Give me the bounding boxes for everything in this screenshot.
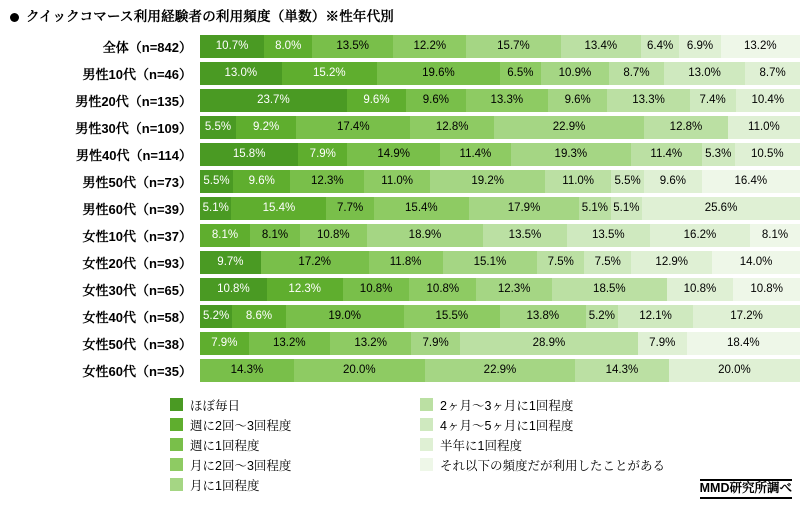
chart-row [10,304,800,329]
bar-segment [631,143,702,166]
segment-value: 12.3% [311,174,344,187]
segment-value: 9.6% [564,93,591,106]
bar-segment [294,359,425,382]
segment-value: 15.2% [312,66,346,79]
source-note: MMD研究所調べ [700,479,792,499]
bar-segment [611,197,642,220]
bar-segment [312,35,393,58]
stacked-bar-chart [0,34,800,383]
segment-value: 11.4% [650,147,683,160]
segment-value: 7.9% [309,147,336,160]
segment-value: 22.9% [552,120,586,133]
segment-value: 8.1% [211,228,239,241]
legend-item [420,435,670,455]
bar-segment [644,170,702,193]
legend-label: 半年に1回程度 [440,438,522,453]
bar-segment [282,62,377,85]
legend-label: 週に1回程度 [190,438,260,453]
chart-row [10,88,800,113]
bar-segment [609,62,664,85]
segment-value: 11.0% [562,174,595,187]
bar-segment [548,89,607,112]
bar-segment [644,116,728,139]
bar-segment [541,62,609,85]
segment-value: 16.4% [734,174,768,187]
bar-segment [642,197,800,220]
segment-value: 16.2% [683,228,717,241]
bar-segment [430,170,545,193]
segment-value: 7.4% [699,93,726,106]
bar-segment [586,305,618,328]
segment-value: 13.3% [490,93,524,106]
segment-value: 18.4% [726,336,760,349]
segment-value: 12.9% [655,255,689,268]
bar-segment [638,332,687,355]
bar-segment [733,278,800,301]
row-label: 女性50代（n=38） [82,336,192,352]
bar-segment [712,251,800,274]
segment-value: 9.7% [217,255,244,268]
segment-value: 8.6% [245,309,273,322]
bar-segment [409,278,476,301]
segment-value: 11.4% [459,147,492,160]
segment-value: 5.5% [204,120,232,133]
segment-value: 10.8% [359,282,393,295]
legend-label: 月に2回～3回程度 [190,458,292,473]
legend-swatch [420,418,433,431]
bar-segment [745,62,800,85]
bar-segment [347,143,440,166]
segment-value: 5.3% [705,147,732,160]
segment-value: 13.5% [336,39,369,52]
segment-value: 17.4% [336,120,370,133]
bar-segment [690,89,736,112]
title-text: クイックコマース利用経験者の利用頻度（単数）※性年代別 [26,9,395,24]
segment-value: 13.8% [526,309,560,322]
segment-value: 7.5% [594,255,621,268]
segment-value: 12.8% [669,120,703,133]
bar-segment [669,359,800,382]
bar-track [200,305,800,328]
bar-segment [200,170,233,193]
segment-value: 15.7% [497,39,530,52]
segment-value: 11.0% [748,120,780,133]
bar-segment [500,305,586,328]
bar-segment [750,224,800,247]
segment-value: 9.6% [363,93,390,106]
row-label: 男性40代（n=114） [76,147,192,163]
bar-segment [702,170,800,193]
chart-row [10,358,800,383]
segment-value: 19.2% [471,174,504,187]
bar-segment [369,251,443,274]
bar-segment [500,62,541,85]
segment-value: 19.3% [554,147,588,160]
bar-segment [296,116,410,139]
bar-segment [579,197,610,220]
legend-label: ほぼ毎日 [190,398,241,413]
bar-segment [249,332,330,355]
bar-segment [200,89,347,112]
bar-segment [236,116,296,139]
bar-segment [494,116,644,139]
bar-segment [631,251,712,274]
legend-item [420,455,670,475]
bar-segment [664,62,746,85]
bar-segment [290,170,364,193]
bar-segment [611,170,644,193]
bar-segment [200,116,236,139]
segment-value: 8.7% [759,66,786,79]
chart-row [10,34,800,59]
bar-segment [330,332,411,355]
legend-swatch [170,398,183,411]
segment-value: 13.4% [584,39,618,52]
bar-track [200,359,800,382]
bar-segment [440,143,511,166]
segment-value: 15.4% [262,201,296,214]
legend-item [170,395,420,415]
bar-segment [537,251,584,274]
legend-label: 週に2回～3回程度 [190,418,292,433]
bar-segment [393,35,466,58]
segment-value: 13.5% [508,228,542,241]
bar-segment [702,143,735,166]
segment-value: 10.8% [217,282,250,295]
segment-value: 7.5% [547,255,574,268]
segment-value: 10.8% [317,228,350,241]
bar-segment [250,224,300,247]
legend-item [170,475,420,495]
chart-row [10,142,800,167]
chart-row [10,61,800,86]
segment-value: 14.0% [739,255,773,268]
segment-value: 13.0% [224,66,258,79]
row-label: 女性20代（n=93） [82,255,192,271]
bar-segment [200,224,250,247]
segment-value: 20.0% [718,363,751,376]
chart-row [10,223,800,248]
segment-value: 8.7% [623,66,650,79]
segment-value: 13.2% [273,336,306,349]
bar-segment [200,359,294,382]
row-label: 女性30代（n=65） [82,282,192,298]
legend-swatch [170,478,183,491]
bar-segment [300,224,367,247]
bar-segment [584,251,631,274]
bar-segment [264,35,312,58]
bar-segment [552,278,666,301]
chart-row [10,196,800,221]
segment-value: 12.3% [288,282,322,295]
bar-segment [374,197,469,220]
segment-value: 10.8% [426,282,460,295]
bar-segment [343,278,410,301]
bar-segment [326,197,373,220]
bar-track [200,89,800,112]
segment-value: 18.9% [408,228,442,241]
chart-row [10,277,800,302]
row-label: 全体（n=842） [102,39,192,55]
segment-value: 5.5% [203,174,230,187]
segment-value: 7.9% [211,336,238,349]
segment-value: 14.3% [230,363,264,376]
bar-segment [267,278,343,301]
segment-value: 23.7% [257,93,290,106]
bar-segment [233,170,291,193]
legend-label: 4ヶ月～5ヶ月に1回程度 [440,418,574,433]
bar-segment [618,305,693,328]
segment-value: 17.9% [507,201,541,214]
segment-value: 11.0% [381,174,414,187]
bar-segment [469,197,579,220]
segment-value: 14.3% [605,363,639,376]
segment-value: 10.9% [558,66,592,79]
row-label: 男性20代（n=135） [75,93,192,109]
legend-swatch [170,418,183,431]
segment-value: 12.1% [639,309,672,322]
bar-segment [687,332,800,355]
chart-row [10,115,800,140]
legend-item [420,415,670,435]
bar-track [200,197,800,220]
segment-value: 5.5% [614,174,641,187]
legend-label: それ以下の頻度だが利用したことがある [440,458,666,473]
segment-value: 14.9% [377,147,410,160]
segment-value: 6.5% [507,66,534,79]
segment-value: 7.9% [649,336,676,349]
segment-value: 5.1% [581,201,609,214]
segment-value: 10.8% [683,282,717,295]
bar-track [200,251,800,274]
legend-item [170,435,420,455]
bar-segment [200,305,232,328]
segment-value: 6.4% [647,39,674,52]
bar-segment [200,278,267,301]
segment-value: 5.1% [613,201,640,214]
bar-segment [483,224,566,247]
legend-swatch [420,438,433,451]
bar-segment [411,332,460,355]
bar-track [200,332,800,355]
row-label: 男性60代（n=39） [82,201,192,217]
bar-segment [476,278,552,301]
segment-value: 5.2% [588,309,615,322]
segment-value: 8.0% [275,39,302,52]
segment-value: 13.5% [592,228,625,241]
bar-track [200,170,800,193]
row-label: 男性10代（n=46） [82,66,192,82]
segment-value: 17.2% [730,309,763,322]
segment-value: 13.2% [744,39,777,52]
segment-value: 22.9% [483,363,517,376]
bar-segment [200,143,298,166]
bar-segment [650,224,750,247]
segment-value: 7.7% [337,201,364,214]
bar-segment [466,89,548,112]
segment-value: 15.5% [435,309,469,322]
segment-value: 15.1% [473,255,507,268]
bar-segment [641,35,679,58]
row-label: 男性50代（n=73） [82,174,192,190]
bar-segment [575,359,669,382]
bar-segment [721,35,800,58]
segment-value: 5.1% [202,201,229,214]
bar-segment [561,35,641,58]
segment-value: 9.6% [659,174,686,187]
segment-value: 19.6% [422,66,455,79]
segment-value: 10.7% [215,39,249,52]
chart-row [10,169,800,194]
legend-swatch [420,398,433,411]
bullet-icon [10,13,19,22]
legend-swatch [420,458,433,471]
bar-segment [286,305,404,328]
segment-value: 8.1% [261,228,289,241]
segment-value: 10.4% [751,93,785,106]
segment-value: 17.2% [298,255,332,268]
bar-segment [693,305,800,328]
segment-value: 15.4% [405,201,438,214]
bar-segment [200,332,249,355]
bar-segment [735,143,800,166]
bar-segment [425,359,575,382]
bar-track [200,35,800,58]
segment-value: 9.6% [422,93,449,106]
bar-segment [607,89,689,112]
bar-segment [377,62,500,85]
bar-segment [367,224,484,247]
segment-value: 19.0% [328,309,361,322]
chart-legend [0,395,800,495]
bar-track [200,62,800,85]
bar-segment [728,116,800,139]
bar-segment [443,251,538,274]
bar-segment [200,35,264,58]
legend-label: 2ヶ月～3ヶ月に1回程度 [440,398,574,413]
legend-item [170,415,420,435]
bar-segment [200,197,231,220]
legend-swatch [170,438,183,451]
bar-segment [364,170,430,193]
bar-segment [261,251,369,274]
chart-row [10,250,800,275]
segment-value: 12.8% [435,120,469,133]
bar-segment [679,35,720,58]
segment-value: 11.8% [389,255,422,268]
bar-segment [200,62,282,85]
row-label: 女性10代（n=37） [82,228,192,244]
bar-track [200,224,800,247]
segment-value: 13.0% [688,66,721,79]
segment-value: 5.2% [203,309,230,322]
bar-segment [466,35,560,58]
legend-item [420,395,670,415]
row-label: 女性40代（n=58） [82,309,192,325]
bar-segment [347,89,406,112]
bar-segment [410,116,494,139]
segment-value: 10.8% [750,282,783,295]
bar-segment [545,170,611,193]
bar-track [200,278,800,301]
row-label: 女性60代（n=35） [82,363,192,379]
bar-track [200,116,800,139]
bar-segment [567,224,650,247]
segment-value: 7.9% [422,336,449,349]
segment-value: 12.2% [413,39,447,52]
bar-segment [298,143,347,166]
bar-segment [406,89,465,112]
bar-segment [200,251,261,274]
segment-value: 9.6% [248,174,275,187]
legend-swatch [170,458,183,471]
bar-segment [404,305,500,328]
segment-value: 28.9% [532,336,566,349]
segment-value: 8.1% [761,228,789,241]
segment-value: 18.5% [593,282,626,295]
legend-label: 月に1回程度 [190,478,260,493]
segment-value: 15.8% [232,147,266,160]
segment-value: 25.6% [704,201,738,214]
segment-value: 9.2% [253,120,280,133]
bar-segment [232,305,285,328]
segment-value: 6.9% [686,39,714,52]
legend-item [170,455,420,475]
chart-row [10,331,800,356]
bar-segment [667,278,734,301]
segment-value: 13.2% [354,336,387,349]
bar-track [200,143,800,166]
segment-value: 13.3% [632,93,665,106]
segment-value: 20.0% [343,363,376,376]
bar-segment [460,332,638,355]
bar-segment [511,143,631,166]
bar-segment [736,89,800,112]
page-title [0,0,800,26]
row-label: 男性30代（n=109） [75,120,192,136]
segment-value: 10.5% [751,147,784,160]
segment-value: 12.3% [497,282,531,295]
bar-segment [231,197,326,220]
